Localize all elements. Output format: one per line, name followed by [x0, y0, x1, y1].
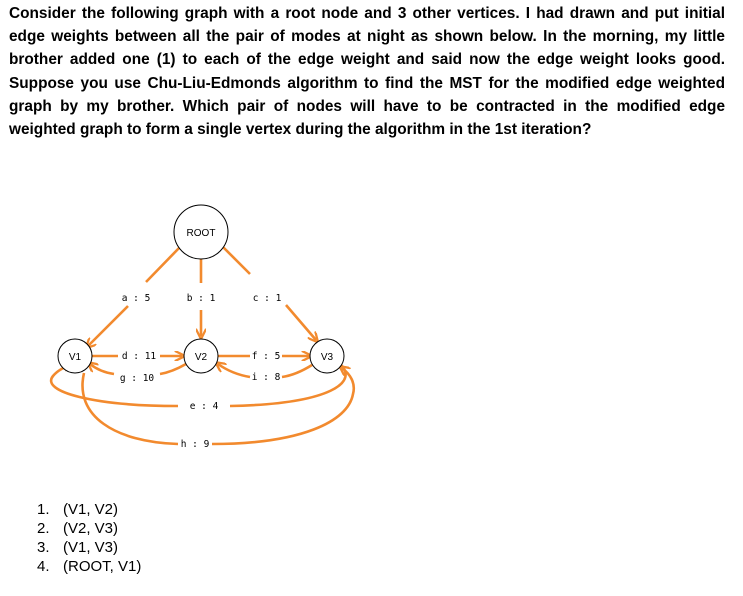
node-v2-label: V2	[194, 352, 208, 363]
question-text: Consider the following graph with a root node and 3 other vertices. I had drawn and put initial edge weights between all the pair of modes at night as shown below. In the morning, my little brother added one (1) to each of the edge weight and said now the edge weight looks good. Suppose you use Chu-Liu-Edmonds algorithm to find the MST for the modified edge weighted graph by my brother. Which pair of nodes will have to be contracted in the modified edge weighted graph to form a single vertex during the algorithm in the 1st iteration?	[9, 5, 725, 139]
node-root	[174, 205, 228, 259]
option-text: (V2, V3)	[63, 520, 119, 537]
option-text: (ROOT, V1)	[63, 558, 142, 575]
edge-label-i: i : 8	[251, 372, 281, 383]
option-number: 2.	[37, 520, 50, 537]
edge-label-d: d : 11	[121, 351, 157, 362]
option-text: (V1, V3)	[63, 539, 119, 556]
node-v1	[58, 339, 92, 373]
option-number: 3.	[37, 539, 50, 556]
edge-label-a: a : 5	[121, 293, 151, 304]
option-4[interactable]	[37, 557, 141, 576]
node-v2	[184, 339, 218, 373]
option-text: (V1, V2)	[63, 501, 119, 518]
edge-label-e: e : 4	[189, 401, 219, 412]
option-2[interactable]	[37, 519, 141, 538]
option-3[interactable]	[37, 538, 141, 557]
node-v3	[310, 339, 344, 373]
edge-label-g: g : 10	[119, 373, 155, 384]
edge-label-f: f : 5	[251, 351, 281, 362]
answer-options	[37, 500, 141, 576]
option-number: 4.	[37, 558, 50, 575]
node-v1-label: V1	[68, 352, 82, 363]
node-v3-label: V3	[320, 352, 334, 363]
option-1[interactable]	[37, 500, 141, 519]
edge-label-c: c : 1	[252, 293, 282, 304]
edge-label-b: b : 1	[186, 293, 216, 304]
option-number: 1.	[37, 501, 50, 518]
edge-label-h: h : 9	[180, 439, 210, 450]
node-root-label: ROOT	[186, 228, 216, 239]
